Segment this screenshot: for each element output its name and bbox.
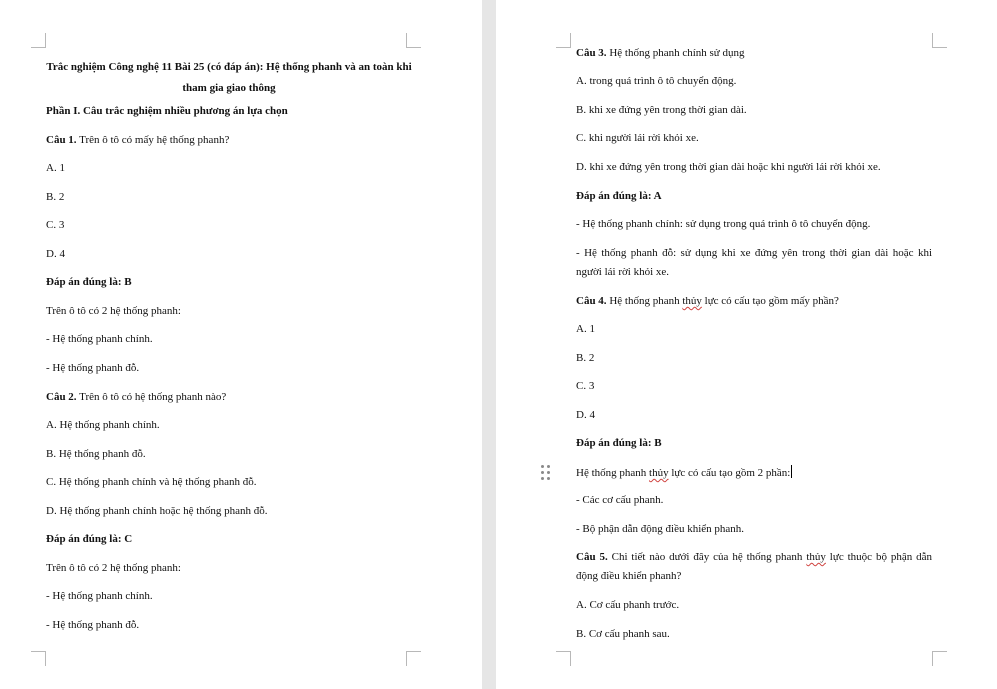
q4-explain-intro[interactable] (576, 465, 792, 480)
q2-explain-line[interactable]: Trên ô tô có 2 hệ thống phanh: (46, 562, 181, 574)
spelling-flag[interactable]: thủy (682, 295, 702, 307)
q2-option-d[interactable]: D. Hệ thống phanh chính hoặc hệ thống phanh đỗ. (46, 505, 268, 517)
q3-explain-paragraph[interactable]: - Hệ thống phanh đỗ: sử dụng khi xe đứng yên trong thời gian dài hoặc khi người lái rời khỏi xe. (576, 247, 932, 278)
q3-option-a[interactable]: A. trong quá trình ô tô chuyển động. (576, 75, 737, 87)
question-3-text: Hệ thống phanh chính sử dụng (606, 47, 745, 59)
q3-option-d[interactable]: D. khi xe đứng yên trong thời gian dài hoặc khi người lái rời khỏi xe. (576, 161, 881, 173)
document-page-left (0, 0, 482, 689)
q3-option-c[interactable]: C. khi người lái rời khỏi xe. (576, 132, 699, 144)
margin-corner-top-right (406, 33, 421, 48)
spelling-flag[interactable]: thủy (649, 467, 669, 479)
margin-corner-bottom-right (932, 651, 947, 666)
q4-explain-line[interactable]: - Các cơ cấu phanh. (576, 494, 664, 506)
margin-corner-top-right (932, 33, 947, 48)
paragraph-drag-handle-icon[interactable] (541, 465, 551, 481)
question-5-label: Câu 5. (576, 551, 608, 563)
q2-option-b[interactable]: B. Hệ thống phanh đỗ. (46, 448, 146, 460)
section-heading[interactable]: Phần I. Câu trắc nghiệm nhiều phương án lựa chọn (46, 105, 288, 117)
q4-option-a[interactable]: A. 1 (576, 323, 595, 335)
document-title[interactable]: Trắc nghiệm Công nghệ 11 Bài 25 (có đáp án): Hệ thống phanh và an toàn khi tham gia giao thông (46, 61, 412, 94)
question-2[interactable] (46, 390, 226, 404)
margin-corner-top-left (556, 33, 571, 48)
q4-explain-line[interactable]: - Bộ phận dẫn động điều khiển phanh. (576, 523, 745, 535)
q2-option-a[interactable]: A. Hệ thống phanh chính. (46, 419, 160, 431)
question-4-label: Câu 4. (576, 295, 607, 307)
q5-option-b[interactable]: B. Cơ cấu phanh sau. (576, 628, 670, 640)
q3-explain-line[interactable]: - Hệ thống phanh chính: sử dụng trong quá trình ô tô chuyển động. (576, 218, 871, 230)
q1-option-b[interactable]: B. 2 (46, 191, 65, 203)
q2-explain-line[interactable]: - Hệ thống phanh đỗ. (46, 619, 140, 631)
q2-answer[interactable]: Đáp án đúng là: C (46, 533, 133, 545)
q1-explain-line[interactable]: Trên ô tô có 2 hệ thống phanh: (46, 305, 181, 317)
q4-option-d[interactable]: D. 4 (576, 409, 595, 421)
q2-option-c[interactable]: C. Hệ thống phanh chính và hệ thống phanh đỗ. (46, 476, 257, 488)
question-4-text-before: Hệ thống phanh (606, 295, 683, 307)
q1-option-a[interactable]: A. 1 (46, 162, 65, 174)
q1-option-c[interactable]: C. 3 (46, 219, 65, 231)
margin-corner-bottom-right (406, 651, 421, 666)
question-1-label: Câu 1. (46, 134, 77, 146)
question-5[interactable] (576, 548, 932, 586)
question-3-label: Câu 3. (576, 47, 607, 59)
spelling-flag[interactable]: thủy (806, 551, 826, 563)
question-2-label: Câu 2. (46, 391, 77, 403)
q3-answer[interactable]: Đáp án đúng là: A (576, 190, 662, 202)
q5-option-a[interactable]: A. Cơ cấu phanh trước. (576, 599, 680, 611)
question-5-text-before: Chi tiết nào dưới đây của hệ thống phanh (607, 551, 807, 563)
q1-option-d[interactable]: D. 4 (46, 248, 65, 260)
q1-explain-line[interactable]: - Hệ thống phanh chính. (46, 333, 153, 345)
question-4-text-after: lực có cấu tạo gồm mấy phần? (701, 295, 839, 307)
margin-corner-bottom-left (31, 651, 46, 666)
q4-answer[interactable]: Đáp án đúng là: B (576, 437, 662, 449)
q4-explain-after: lực có cấu tạo gồm 2 phần: (668, 467, 791, 479)
margin-corner-bottom-left (556, 651, 571, 666)
document-page-right (496, 0, 997, 689)
q3-option-b[interactable]: B. khi xe đứng yên trong thời gian dài. (576, 104, 747, 116)
question-3[interactable] (576, 46, 745, 60)
q4-explain-before: Hệ thống phanh (576, 467, 650, 479)
margin-corner-top-left (31, 33, 46, 48)
question-5-text-after: lực thuộc bộ phận dẫn động điều khiển phanh? (576, 551, 933, 582)
question-2-text: Trên ô tô có hệ thống phanh nào? (76, 391, 227, 403)
q1-explain-line[interactable]: - Hệ thống phanh đỗ. (46, 362, 140, 374)
question-1-text: Trên ô tô có mấy hệ thống phanh? (76, 134, 230, 146)
question-1[interactable] (46, 133, 229, 147)
q4-option-b[interactable]: B. 2 (576, 352, 595, 364)
q4-option-c[interactable]: C. 3 (576, 380, 595, 392)
question-4[interactable] (576, 294, 839, 308)
q2-explain-line[interactable]: - Hệ thống phanh chính. (46, 590, 153, 602)
q1-answer[interactable]: Đáp án đúng là: B (46, 276, 132, 288)
text-cursor (791, 465, 792, 478)
